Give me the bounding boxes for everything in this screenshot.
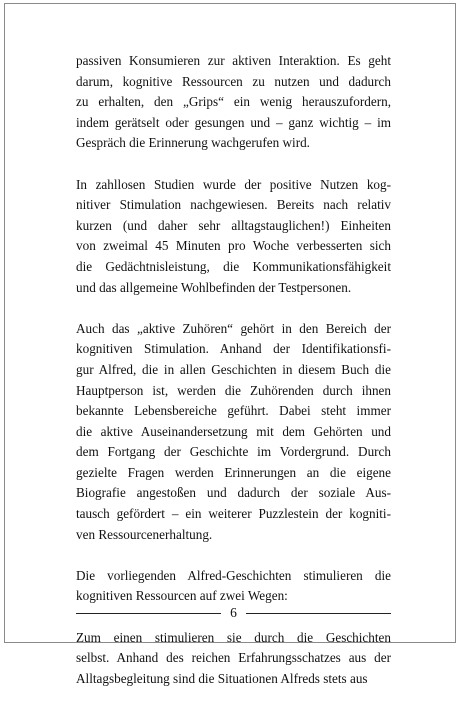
- text-line: kognitiven Stimulation. Anhand der Identifikationsfi-: [76, 341, 391, 357]
- text-line: Die vorliegenden Alfred-Geschichten stimulieren die: [76, 567, 391, 583]
- footer-rule-right: [246, 613, 391, 614]
- text-line: selbst. Anhand des reichen Erfahrungsschatzes aus der: [76, 650, 391, 666]
- text-line: und das allgemeine Wohlbefinden der Testpersonen.: [76, 279, 352, 295]
- text-line: Biografie angestoßen und dadurch der soziale Aus-: [76, 485, 391, 501]
- text-line: darum, kognitive Ressourcen zu nutzen und dadurch: [76, 73, 391, 89]
- text-line: Gespräch die Erinnerung wachgerufen wird.: [76, 135, 310, 151]
- text-line: nitiver Stimulation nachgewiesen. Bereits nach relativ: [76, 197, 391, 213]
- text-line: tausch gefördert – ein weiterer Puzzlestein der kogniti-: [76, 506, 391, 522]
- text-line: ven Ressourcenerhaltung.: [76, 526, 213, 542]
- paragraph: [76, 628, 391, 690]
- page-footer: [76, 604, 391, 624]
- paragraph: [76, 175, 391, 299]
- text-line: dem Fortgang der Geschichte im Vordergrund. Durch: [76, 444, 391, 460]
- text-line: Hauptperson ist, werden die Zuhörenden durch ihnen: [76, 382, 391, 398]
- book-page: [4, 3, 456, 686]
- text-line: Auch das „aktive Zuhören“ gehört in den Bereich der: [76, 320, 391, 336]
- paragraph: [76, 51, 391, 154]
- text-line: kurzen (und daher sehr alltagstauglichen!) Einheiten: [76, 217, 391, 233]
- text-line: indem gerätselt oder gesungen und – ganz wichtig – im: [76, 114, 391, 130]
- paragraph: [76, 319, 391, 546]
- text-line: passiven Konsumieren zur aktiven Interaktion. Es geht: [76, 53, 391, 68]
- text-line: kognitiven Ressourcen auf zwei Wegen:: [76, 588, 288, 604]
- text-line: bekannte Lebensbereiche geführt. Dabei steht immer: [76, 403, 391, 419]
- text-line: In zahllosen Studien wurde der positive Nutzen kog-: [76, 176, 391, 192]
- paragraph: [76, 566, 391, 607]
- text-line: zu erhalten, den „Grips“ ein wenig herauszufordern,: [76, 94, 391, 110]
- text-line: gur Alfred, die in allen Geschichten in diesem Buch die: [76, 361, 391, 377]
- text-line: von zweimal 45 Minuten pro Woche verbesserten sich: [76, 238, 391, 254]
- text-line: Alltagsbegleitung sind die Situationen Alfreds stets aus: [76, 670, 368, 686]
- text-line: die Gedächtnisleistung, die Kommunikationsfähigkeit: [76, 258, 391, 274]
- text-line: die aktive Auseinandersetzung mit dem Gehörten und: [76, 423, 391, 439]
- page-number: 6: [230, 605, 237, 620]
- text-line: Zum einen stimulieren sie durch die Geschichten: [76, 629, 391, 645]
- text-line: gezielte Fragen werden Erinnerungen an die eigene: [76, 464, 391, 480]
